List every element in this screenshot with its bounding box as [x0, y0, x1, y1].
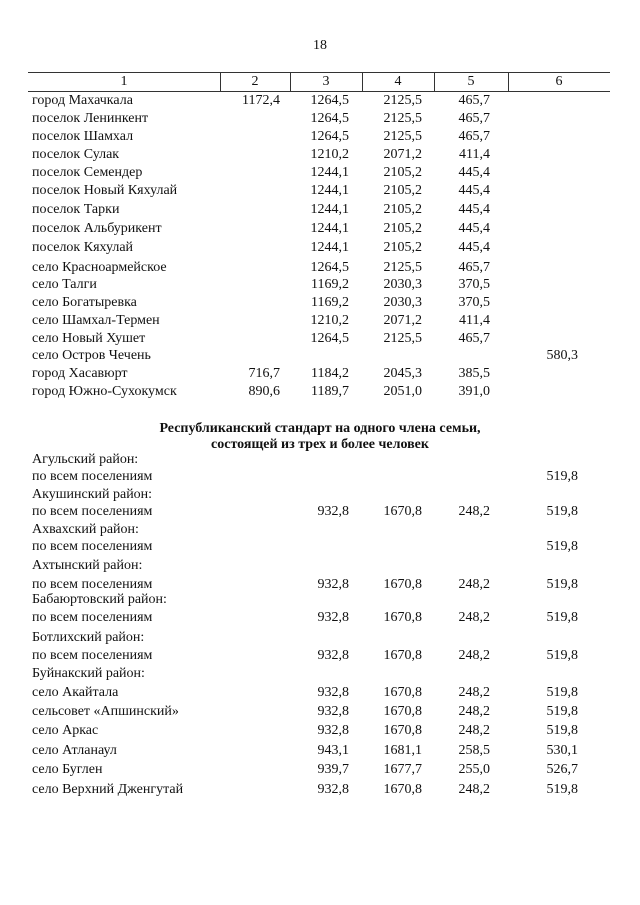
section-title-line-1: Республиканский стандарт на одного члена семьи, [159, 421, 481, 436]
cell-c5: 248,2 [458, 782, 490, 797]
table-row [0, 609, 640, 627]
cell-c4: 1677,7 [383, 762, 422, 777]
cell-c4: 2030,3 [383, 295, 422, 310]
row-label: по всем поселениям [32, 539, 153, 554]
row-label: по всем поселениям [32, 504, 153, 519]
cell-c3: 1184,2 [311, 366, 349, 381]
cell-c3: 932,8 [317, 577, 349, 592]
table-row [0, 182, 640, 200]
cell-c5: 411,4 [459, 313, 490, 328]
cell-c5: 445,4 [458, 221, 490, 236]
cell-c4: 2071,2 [383, 313, 422, 328]
cell-c3: 1210,2 [310, 147, 349, 162]
cell-c3: 1264,5 [310, 111, 349, 126]
cell-c4: 2105,2 [383, 221, 422, 236]
row-label: поселок Альбурикент [32, 221, 162, 236]
table-row [0, 220, 640, 238]
cell-c6: 519,8 [546, 469, 578, 484]
cell-c3: 1244,1 [310, 221, 349, 236]
table-row [0, 330, 640, 348]
row-label: поселок Тарки [32, 202, 120, 217]
row-label: село Красноармейское [32, 260, 167, 275]
cell-c3: 1264,5 [310, 260, 349, 275]
table-row [0, 665, 640, 683]
row-label: Ахтынский район: [32, 558, 143, 573]
header-col-4: 4 [394, 74, 402, 89]
cell-c5: 370,5 [458, 277, 490, 292]
header-col-6: 6 [555, 74, 563, 89]
cell-c3: 1244,1 [310, 202, 349, 217]
cell-c5: 248,2 [458, 648, 490, 663]
row-label: село Буглен [32, 762, 103, 777]
table-row [0, 591, 640, 609]
cell-c3: 932,8 [317, 610, 349, 625]
table-row [0, 538, 640, 556]
cell-c4: 1670,8 [383, 723, 422, 738]
row-label: Ахвахский район: [32, 522, 139, 537]
cell-c2: 716,7 [248, 366, 280, 381]
cell-c3: 1244,1 [310, 183, 349, 198]
table-row [0, 647, 640, 665]
cell-c4: 1670,8 [383, 648, 422, 663]
cell-c4: 2125,5 [383, 331, 422, 346]
cell-c4: 1681,1 [383, 743, 422, 758]
cell-c6: 530,1 [546, 743, 578, 758]
row-label: город Южно-Сухокумск [32, 384, 177, 399]
cell-c3: 1169,2 [311, 295, 349, 310]
cell-c6: 519,8 [546, 723, 578, 738]
page-number: 18 [313, 38, 327, 53]
table-row [0, 383, 640, 401]
row-label: город Махачкала [32, 93, 133, 108]
table-row [0, 201, 640, 219]
cell-c3: 1169,2 [311, 277, 349, 292]
cell-c5: 248,2 [458, 723, 490, 738]
cell-c2: 890,6 [248, 384, 280, 399]
row-label: село Талги [32, 277, 97, 292]
cell-c4: 2045,3 [383, 366, 422, 381]
table-row [0, 312, 640, 330]
cell-c4: 1670,8 [383, 704, 422, 719]
row-label: село Остров Чечень [32, 348, 151, 363]
cell-c5: 465,7 [458, 260, 490, 275]
cell-c4: 2105,2 [383, 202, 422, 217]
cell-c4: 2105,2 [383, 183, 422, 198]
cell-c5: 391,0 [458, 384, 490, 399]
section-title-line-2: состоящей из трех и более человек [211, 437, 429, 452]
table-row [0, 468, 640, 486]
table-row [0, 703, 640, 721]
table-row [0, 503, 640, 521]
header-col-2: 2 [251, 74, 259, 89]
row-label: село Аркас [32, 723, 99, 738]
row-label: по всем поселениям [32, 610, 153, 625]
row-label: село Атланаул [32, 743, 117, 758]
table-row [0, 259, 640, 277]
cell-c3: 1264,5 [310, 331, 349, 346]
cell-c5: 465,7 [458, 111, 490, 126]
table-row [0, 451, 640, 469]
cell-c3: 1264,5 [310, 93, 349, 108]
cell-c6: 519,8 [546, 685, 578, 700]
cell-c4: 2071,2 [383, 147, 422, 162]
cell-c4: 2125,5 [383, 111, 422, 126]
table-row [0, 629, 640, 647]
cell-c5: 370,5 [458, 295, 490, 310]
row-label: сельсовет «Апшинский» [32, 704, 179, 719]
row-label: Бабаюртовский район: [32, 592, 167, 607]
cell-c3: 1244,1 [310, 165, 349, 180]
cell-c3: 1210,2 [310, 313, 349, 328]
cell-c4: 2030,3 [383, 277, 422, 292]
table-row [0, 347, 640, 365]
row-label: Акушинский район: [32, 487, 153, 502]
cell-c5: 385,5 [458, 366, 490, 381]
row-label: село Верхний Дженгутай [32, 782, 184, 797]
cell-c5: 465,7 [458, 93, 490, 108]
cell-c6: 519,8 [546, 610, 578, 625]
cell-c4: 2051,0 [383, 384, 422, 399]
row-label: село Акайтала [32, 685, 119, 700]
table-row [0, 521, 640, 539]
cell-c5: 465,7 [458, 331, 490, 346]
table-row [0, 164, 640, 182]
row-label: поселок Кяхулай [32, 240, 134, 255]
row-label: Агульский район: [32, 452, 139, 467]
row-label: по всем поселениям [32, 648, 153, 663]
cell-c4: 2105,2 [383, 165, 422, 180]
header-col-1: 1 [120, 74, 128, 89]
cell-c3: 932,8 [317, 504, 349, 519]
table-row [0, 294, 640, 312]
cell-c4: 1670,8 [383, 504, 422, 519]
cell-c6: 580,3 [546, 348, 578, 363]
header-col-5: 5 [467, 74, 475, 89]
header-col-3: 3 [322, 74, 330, 89]
cell-c5: 248,2 [458, 577, 490, 592]
row-label: по всем поселениям [32, 469, 153, 484]
row-label: поселок Ленинкент [32, 111, 149, 126]
row-label: поселок Шамхал [32, 129, 134, 144]
cell-c4: 1670,8 [383, 685, 422, 700]
cell-c4: 1670,8 [383, 782, 422, 797]
cell-c3: 932,8 [317, 782, 349, 797]
cell-c4: 1670,8 [383, 577, 422, 592]
cell-c5: 445,4 [458, 240, 490, 255]
cell-c4: 1670,8 [383, 610, 422, 625]
cell-c3: 1189,7 [311, 384, 349, 399]
row-label: поселок Сулак [32, 147, 120, 162]
cell-c4: 2105,2 [383, 240, 422, 255]
table-row [0, 742, 640, 760]
cell-c6: 526,7 [546, 762, 578, 777]
cell-c5: 255,0 [458, 762, 490, 777]
row-label: Ботлихский район: [32, 630, 145, 645]
cell-c5: 445,4 [458, 183, 490, 198]
row-label: по всем поселениям [32, 577, 153, 592]
table-row [0, 557, 640, 575]
cell-c6: 519,8 [546, 577, 578, 592]
table-row [0, 722, 640, 740]
row-label: поселок Семендер [32, 165, 143, 180]
cell-c6: 519,8 [546, 648, 578, 663]
table-row [0, 276, 640, 294]
cell-c5: 465,7 [458, 129, 490, 144]
table-row [0, 684, 640, 702]
cell-c3: 932,8 [317, 704, 349, 719]
cell-c2: 1172,4 [242, 93, 280, 108]
cell-c5: 445,4 [458, 202, 490, 217]
row-label: село Новый Хушет [32, 331, 146, 346]
table-row [0, 110, 640, 128]
table-row [0, 146, 640, 164]
cell-c4: 2125,5 [383, 260, 422, 275]
cell-c3: 1244,1 [310, 240, 349, 255]
cell-c5: 248,2 [458, 610, 490, 625]
cell-c6: 519,8 [546, 782, 578, 797]
cell-c6: 519,8 [546, 704, 578, 719]
cell-c3: 932,8 [317, 648, 349, 663]
row-label: село Богатыревка [32, 295, 137, 310]
cell-c5: 248,2 [458, 685, 490, 700]
table-row [0, 486, 640, 504]
cell-c5: 445,4 [458, 165, 490, 180]
row-label: село Шамхал-Термен [32, 313, 160, 328]
cell-c4: 2125,5 [383, 93, 422, 108]
cell-c3: 932,8 [317, 685, 349, 700]
row-label: город Хасавюрт [32, 366, 128, 381]
table-header [28, 72, 610, 92]
cell-c3: 1264,5 [310, 129, 349, 144]
cell-c6: 519,8 [546, 539, 578, 554]
table-row [0, 761, 640, 779]
table-row [0, 365, 640, 383]
cell-c5: 248,2 [458, 504, 490, 519]
row-label: поселок Новый Кяхулай [32, 183, 178, 198]
cell-c4: 2125,5 [383, 129, 422, 144]
row-label: Буйнакский район: [32, 666, 145, 681]
table-row [0, 92, 640, 110]
cell-c5: 411,4 [459, 147, 490, 162]
table-row [0, 781, 640, 799]
cell-c3: 943,1 [317, 743, 349, 758]
table-row [0, 128, 640, 146]
table-row [0, 239, 640, 257]
cell-c3: 939,7 [317, 762, 349, 777]
cell-c5: 248,2 [458, 704, 490, 719]
cell-c3: 932,8 [317, 723, 349, 738]
cell-c6: 519,8 [546, 504, 578, 519]
cell-c5: 258,5 [458, 743, 490, 758]
